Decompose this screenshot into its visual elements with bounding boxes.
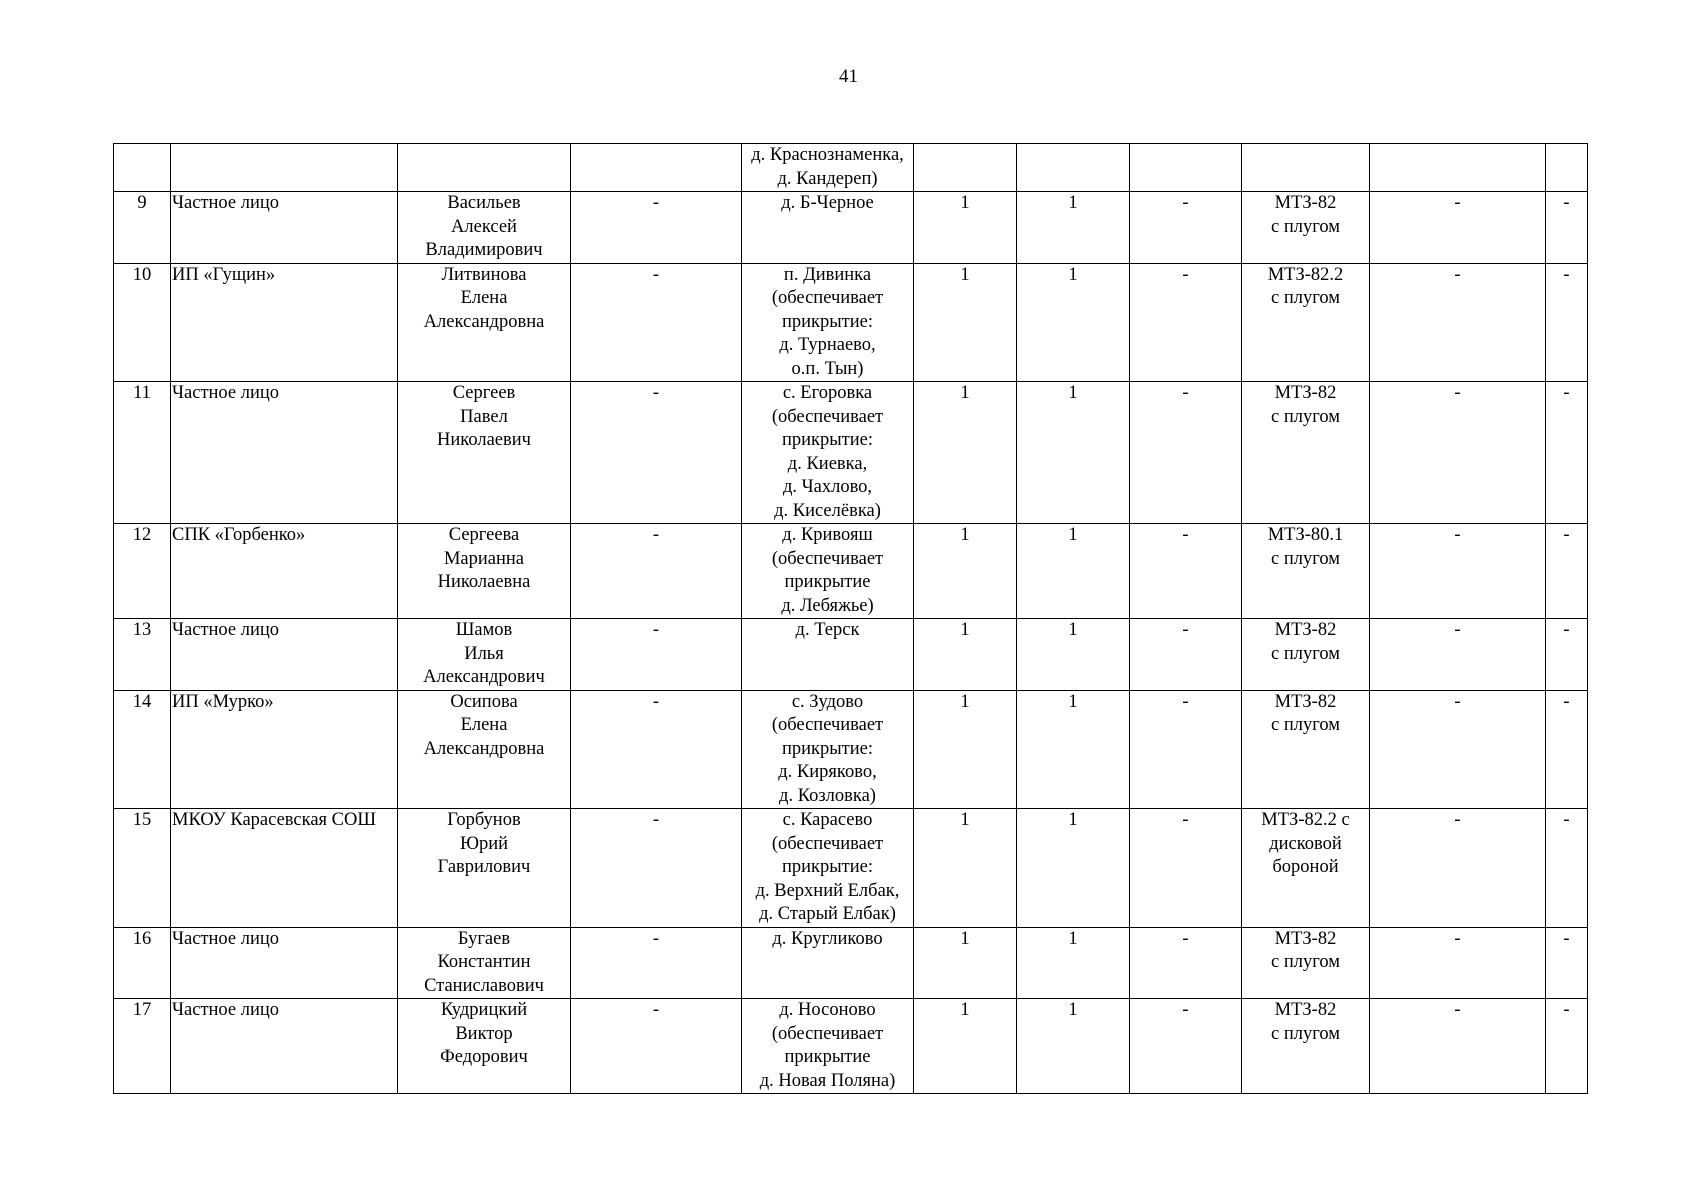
location-line: д. Турнаево,: [779, 335, 876, 355]
location-cell: [742, 927, 914, 999]
location-cell: [742, 144, 914, 192]
location-line: д. Новая Поляна): [759, 1070, 896, 1091]
table-row: [114, 690, 1588, 809]
page-number: 41: [839, 66, 858, 87]
equipment-cell: [1242, 809, 1370, 928]
column-h-cell: -: [1130, 999, 1242, 1094]
responsible-person-line: Осипова: [450, 691, 518, 712]
location-line: прикрытие:: [781, 857, 874, 877]
row-number-cell: 12: [114, 524, 171, 619]
responsible-person-line: Владимирович: [425, 240, 543, 260]
responsible-person-line: Константин: [437, 952, 531, 972]
equipment-line: МТЗ-80.1: [1267, 525, 1344, 545]
location-line: с. Егоровка: [782, 383, 873, 403]
equipment-cell: [1242, 619, 1370, 691]
responsible-person-cell: [398, 382, 571, 524]
location-line: (обеспечивает: [771, 715, 884, 735]
column-d-cell: -: [571, 192, 742, 264]
responsible-person-line: Федорович: [440, 1047, 528, 1067]
location-line: прикрытие:: [781, 311, 874, 332]
row-number-cell: 9: [114, 192, 171, 264]
column-d-cell: -: [571, 619, 742, 691]
responsible-person-cell: [398, 619, 571, 691]
location-line: (обеспечивает: [771, 833, 884, 854]
count-2-cell: 1: [1017, 524, 1130, 619]
organization-cell: [171, 144, 398, 192]
responsible-person-line: Сергеев: [452, 383, 516, 403]
organization-cell: СПК «Горбенко»: [171, 524, 398, 619]
responsible-person-cell: [398, 927, 571, 999]
count-1-cell: 1: [914, 927, 1017, 999]
column-h-cell: [1130, 144, 1242, 192]
equipment-line: с плугом: [1271, 952, 1340, 972]
equipment-line: с плугом: [1271, 715, 1340, 735]
responsible-person-line: Николаевна: [437, 572, 531, 592]
equipment-cell: [1242, 690, 1370, 809]
location-cell: [742, 192, 914, 264]
organization-cell: Частное лицо: [171, 927, 398, 999]
table-row: [114, 382, 1588, 524]
count-1-cell: 1: [914, 999, 1017, 1094]
responsible-person-cell: [398, 192, 571, 264]
responsible-person-line: Гаврилович: [437, 857, 531, 877]
responsible-person-line: Станиславович: [424, 975, 544, 996]
location-cell: [742, 619, 914, 691]
column-k-cell: -: [1546, 690, 1588, 809]
responsible-person-line: Александровна: [423, 311, 545, 332]
table-row: [114, 619, 1588, 691]
count-1-cell: 1: [914, 690, 1017, 809]
responsible-person-line: Марианна: [443, 548, 525, 569]
column-k-cell: -: [1546, 192, 1588, 264]
column-j-cell: -: [1370, 927, 1546, 999]
count-1-cell: [914, 144, 1017, 192]
organization-cell: Частное лицо: [171, 192, 398, 264]
row-number-cell: 14: [114, 690, 171, 809]
equipment-line: с плугом: [1271, 406, 1340, 427]
equipment-line: МТЗ-82: [1274, 620, 1337, 640]
equipment-line: МТЗ-82.2 с: [1261, 810, 1350, 830]
responsible-person-line: Литвинова: [441, 264, 527, 285]
table-row: [114, 927, 1588, 999]
column-d-cell: -: [571, 809, 742, 928]
responsible-person-line: Павел: [460, 406, 508, 427]
organization-cell: ИП «Гущин»: [171, 263, 398, 382]
location-line: прикрытие:: [781, 738, 874, 759]
responsible-person-line: Васильев: [447, 193, 521, 213]
location-line: д. Лебяжье): [781, 595, 874, 616]
table-row: [114, 192, 1588, 264]
column-k-cell: -: [1546, 263, 1588, 382]
equipment-cell: [1242, 382, 1370, 524]
column-d-cell: -: [571, 263, 742, 382]
equipment-cell: [1242, 999, 1370, 1094]
responsible-person-line: Бугаев: [457, 928, 511, 949]
equipment-cell: [1242, 144, 1370, 192]
equipment-line: МТЗ-82: [1274, 193, 1337, 213]
equipment-line: МТЗ-82.2: [1267, 264, 1344, 285]
responsible-person-line: Шамов: [455, 620, 513, 640]
location-line: прикрытие: [784, 572, 871, 592]
location-line: д. Киряково,: [778, 762, 877, 782]
location-line: д. Старый Елбак): [759, 904, 896, 924]
count-2-cell: 1: [1017, 927, 1130, 999]
equipment-cell: [1242, 192, 1370, 264]
table-body: [114, 144, 1588, 1094]
location-line: (обеспечивает: [771, 548, 884, 569]
location-line: (обеспечивает: [771, 288, 884, 308]
responsible-person-cell: [398, 999, 571, 1094]
column-d-cell: -: [571, 927, 742, 999]
count-2-cell: 1: [1017, 192, 1130, 264]
column-k-cell: -: [1546, 809, 1588, 928]
count-2-cell: 1: [1017, 382, 1130, 524]
column-k-cell: -: [1546, 524, 1588, 619]
location-line: прикрытие: [784, 1047, 871, 1067]
count-2-cell: 1: [1017, 263, 1130, 382]
column-j-cell: -: [1370, 263, 1546, 382]
column-j-cell: -: [1370, 690, 1546, 809]
responsible-person-line: Алексей: [451, 216, 517, 237]
responsible-person-cell: [398, 809, 571, 928]
count-2-cell: 1: [1017, 619, 1130, 691]
location-line: д. Верхний Елбак,: [755, 880, 900, 901]
column-d-cell: [571, 144, 742, 192]
responsible-person-line: Александровна: [423, 738, 545, 759]
column-j-cell: -: [1370, 619, 1546, 691]
organization-cell: Частное лицо: [171, 619, 398, 691]
equipment-line: дисковой: [1269, 833, 1342, 854]
row-number-cell: 17: [114, 999, 171, 1094]
equipment-line: с плугом: [1271, 643, 1340, 664]
equipment-cell: [1242, 263, 1370, 382]
count-1-cell: 1: [914, 263, 1017, 382]
column-h-cell: -: [1130, 927, 1242, 999]
location-line: д. Кругликово: [772, 928, 883, 949]
column-j-cell: [1370, 144, 1546, 192]
location-line: о.п. Тын): [791, 358, 864, 379]
table-row: [114, 999, 1588, 1094]
location-line: д. Кандереп): [777, 168, 878, 189]
count-1-cell: 1: [914, 809, 1017, 928]
column-h-cell: -: [1130, 809, 1242, 928]
location-line: д. Б-Черное: [781, 193, 874, 213]
responsible-person-line: Елена: [460, 288, 508, 308]
location-line: д. Носоново: [779, 1000, 876, 1020]
column-h-cell: -: [1130, 524, 1242, 619]
location-cell: [742, 263, 914, 382]
location-line: п. Дивинка: [783, 264, 872, 285]
location-line: д. Киевка,: [787, 453, 868, 474]
responsible-person-line: Виктор: [455, 1023, 513, 1044]
location-cell: [742, 382, 914, 524]
responsible-person-line: Кудрицкий: [440, 1000, 528, 1020]
column-j-cell: -: [1370, 382, 1546, 524]
row-number-cell: 10: [114, 263, 171, 382]
location-line: д. Козловка): [779, 785, 876, 806]
count-2-cell: 1: [1017, 809, 1130, 928]
row-number-cell: 11: [114, 382, 171, 524]
equipment-line: МТЗ-82: [1274, 691, 1337, 712]
table-row: [114, 524, 1588, 619]
location-line: (обеспечивает: [771, 1023, 884, 1044]
location-line: д. Чахлово,: [782, 477, 873, 497]
equipment-table: [113, 143, 1588, 1094]
row-number-cell: 16: [114, 927, 171, 999]
location-line: д. Терск: [795, 620, 860, 640]
column-j-cell: -: [1370, 809, 1546, 928]
location-line: прикрытие:: [781, 430, 874, 450]
location-cell: [742, 809, 914, 928]
table-row: [114, 144, 1588, 192]
equipment-cell: [1242, 927, 1370, 999]
table-row: [114, 263, 1588, 382]
column-k-cell: -: [1546, 382, 1588, 524]
column-h-cell: -: [1130, 192, 1242, 264]
equipment-line: МТЗ-82: [1274, 1000, 1337, 1020]
column-h-cell: -: [1130, 619, 1242, 691]
count-1-cell: 1: [914, 524, 1017, 619]
equipment-line: МТЗ-82: [1274, 928, 1337, 949]
responsible-person-line: Сергеева: [448, 525, 520, 545]
equipment-line: бороной: [1272, 857, 1339, 877]
row-number-cell: [114, 144, 171, 192]
count-2-cell: 1: [1017, 999, 1130, 1094]
location-cell: [742, 524, 914, 619]
row-number-cell: 15: [114, 809, 171, 928]
location-cell: [742, 999, 914, 1094]
equipment-line: с плугом: [1271, 216, 1340, 237]
location-line: с. Карасево: [782, 810, 873, 830]
responsible-person-line: Горбунов: [447, 810, 521, 830]
equipment-line: с плугом: [1271, 548, 1340, 569]
column-k-cell: [1546, 144, 1588, 192]
responsible-person-line: Юрий: [459, 833, 509, 854]
column-k-cell: -: [1546, 999, 1588, 1094]
location-line: д. Киселёвка): [774, 500, 881, 521]
column-d-cell: -: [571, 999, 742, 1094]
location-cell: [742, 690, 914, 809]
responsible-person-line: Елена: [460, 715, 508, 735]
column-j-cell: -: [1370, 524, 1546, 619]
responsible-person-line: Николаевич: [437, 430, 531, 450]
equipment-cell: [1242, 524, 1370, 619]
column-j-cell: -: [1370, 999, 1546, 1094]
count-2-cell: 1: [1017, 690, 1130, 809]
organization-cell: Частное лицо: [171, 382, 398, 524]
responsible-person-cell: [398, 263, 571, 382]
column-d-cell: -: [571, 524, 742, 619]
column-h-cell: -: [1130, 263, 1242, 382]
column-h-cell: -: [1130, 690, 1242, 809]
column-k-cell: -: [1546, 927, 1588, 999]
organization-cell: Частное лицо: [171, 999, 398, 1094]
responsible-person-line: Илья: [464, 643, 504, 664]
organization-cell: МКОУ Карасевская СОШ: [171, 809, 398, 928]
column-d-cell: -: [571, 382, 742, 524]
row-number-cell: 13: [114, 619, 171, 691]
equipment-line: МТЗ-82: [1274, 383, 1337, 403]
count-1-cell: 1: [914, 192, 1017, 264]
column-h-cell: -: [1130, 382, 1242, 524]
responsible-person-cell: [398, 524, 571, 619]
column-d-cell: -: [571, 690, 742, 809]
table-row: [114, 809, 1588, 928]
count-1-cell: 1: [914, 382, 1017, 524]
location-line: д. Краснознаменка,: [751, 145, 904, 165]
count-1-cell: 1: [914, 619, 1017, 691]
equipment-line: с плугом: [1271, 1023, 1340, 1044]
count-2-cell: [1017, 144, 1130, 192]
column-j-cell: -: [1370, 192, 1546, 264]
location-line: с. Зудово: [791, 691, 864, 712]
location-line: д. Кривояш: [782, 525, 873, 545]
responsible-person-line: Александрович: [423, 667, 545, 687]
column-k-cell: -: [1546, 619, 1588, 691]
responsible-person-cell: [398, 690, 571, 809]
organization-cell: ИП «Мурко»: [171, 690, 398, 809]
equipment-line: с плугом: [1271, 288, 1340, 308]
responsible-person-cell: [398, 144, 571, 192]
location-line: (обеспечивает: [771, 406, 884, 427]
